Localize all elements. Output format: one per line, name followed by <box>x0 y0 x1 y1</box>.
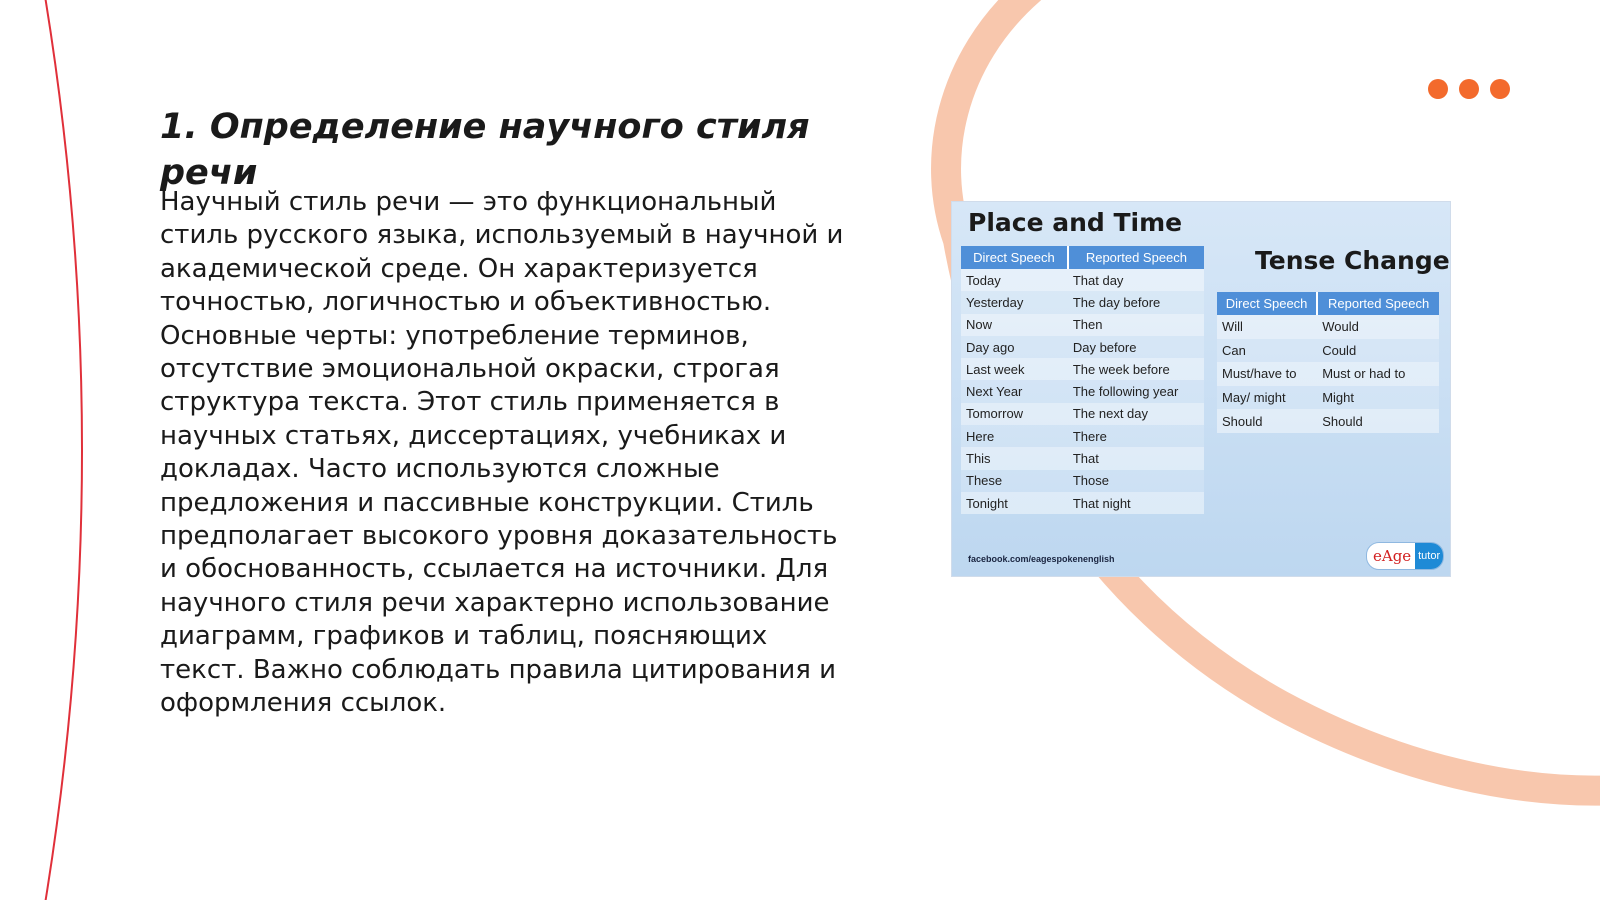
table-cell: Tonight <box>961 492 1068 514</box>
table-cell: Would <box>1317 315 1439 339</box>
column-header: Direct Speech <box>1217 292 1317 315</box>
column-header: Reported Speech <box>1068 246 1204 269</box>
table-header-row <box>1217 292 1439 315</box>
facebook-link-text: facebook.com/eagespokenenglish <box>968 554 1115 564</box>
table-cell: The day before <box>1068 291 1204 313</box>
slide-body-text: Научный стиль речи — это функциональный стиль русского языка, используемый в научной и академической среде. Он характеризуется точностью, логичностью и объективностью. Основные черты: употребление терминов, отсутствие эмоциональной окраски, строгая структура текста. Этот стиль применяется в научных статьях, диссертациях, учебниках и докладах. Часто используются сложные предложения и пассивные конструкции. Стиль предполагает высокого уровня доказательность и обоснованность, ссылается на источники. Для научного стиля речи характерно использование диаграмм, графиков и таблиц, поясняющих текст. Важно соблюдать правила цитирования и оформления ссылок. <box>160 187 844 719</box>
table-cell: That day <box>1068 269 1204 291</box>
table-row <box>961 380 1204 402</box>
column-header: Reported Speech <box>1317 292 1439 315</box>
table-cell: There <box>1068 425 1204 447</box>
logo-text-tutor: tutor <box>1415 543 1443 569</box>
table-cell: Will <box>1217 315 1317 339</box>
tense-change-title: Tense Change <box>1255 246 1450 275</box>
table-cell: Those <box>1068 470 1204 492</box>
table-cell: The next day <box>1068 403 1204 425</box>
table-cell: Must/have to <box>1217 362 1317 386</box>
table-cell: Next Year <box>961 380 1068 402</box>
table-cell: Last week <box>961 358 1068 380</box>
eage-tutor-logo <box>1366 542 1444 570</box>
table-row <box>961 425 1204 447</box>
table-cell: That night <box>1068 492 1204 514</box>
table-cell: Could <box>1317 339 1439 363</box>
table-row <box>1217 409 1439 433</box>
more-dots-icon <box>1428 79 1510 99</box>
table-row <box>961 291 1204 313</box>
table-cell: Should <box>1217 409 1317 433</box>
table-cell: Day before <box>1068 336 1204 358</box>
table-cell: That <box>1068 447 1204 469</box>
table-cell: These <box>961 470 1068 492</box>
table-cell: Then <box>1068 314 1204 336</box>
table-row <box>1217 386 1439 410</box>
table-row <box>961 470 1204 492</box>
table-row <box>1217 315 1439 339</box>
tense-change-table <box>1217 292 1439 433</box>
table-cell: Must or had to <box>1317 362 1439 386</box>
table-row <box>1217 362 1439 386</box>
dot <box>1459 79 1479 99</box>
table-row <box>961 447 1204 469</box>
place-and-time-title: Place and Time <box>968 208 1183 237</box>
table-header-row <box>961 246 1204 269</box>
dot <box>1428 79 1448 99</box>
slide-title: 1. Определение научного стиля речи <box>160 107 810 193</box>
table-cell: This <box>961 447 1068 469</box>
table-row <box>961 492 1204 514</box>
table-cell: Can <box>1217 339 1317 363</box>
logo-text-eage: eAge <box>1367 543 1415 569</box>
place-time-table <box>961 246 1204 514</box>
table-cell: The week before <box>1068 358 1204 380</box>
table-row <box>961 358 1204 380</box>
table-cell: May/ might <box>1217 386 1317 410</box>
dot <box>1490 79 1510 99</box>
table-cell: Yesterday <box>961 291 1068 313</box>
table-cell: The following year <box>1068 380 1204 402</box>
table-row <box>961 403 1204 425</box>
column-header: Direct Speech <box>961 246 1068 269</box>
table-row <box>961 314 1204 336</box>
table-row <box>961 336 1204 358</box>
table-row <box>1217 339 1439 363</box>
table-cell: Might <box>1317 386 1439 410</box>
table-cell: Tomorrow <box>961 403 1068 425</box>
reported-speech-image <box>951 201 1451 577</box>
table-cell: Should <box>1317 409 1439 433</box>
table-cell: Today <box>961 269 1068 291</box>
decorative-red-line <box>44 0 82 900</box>
table-cell: Day ago <box>961 336 1068 358</box>
table-cell: Now <box>961 314 1068 336</box>
table-cell: Here <box>961 425 1068 447</box>
table-row <box>961 269 1204 291</box>
